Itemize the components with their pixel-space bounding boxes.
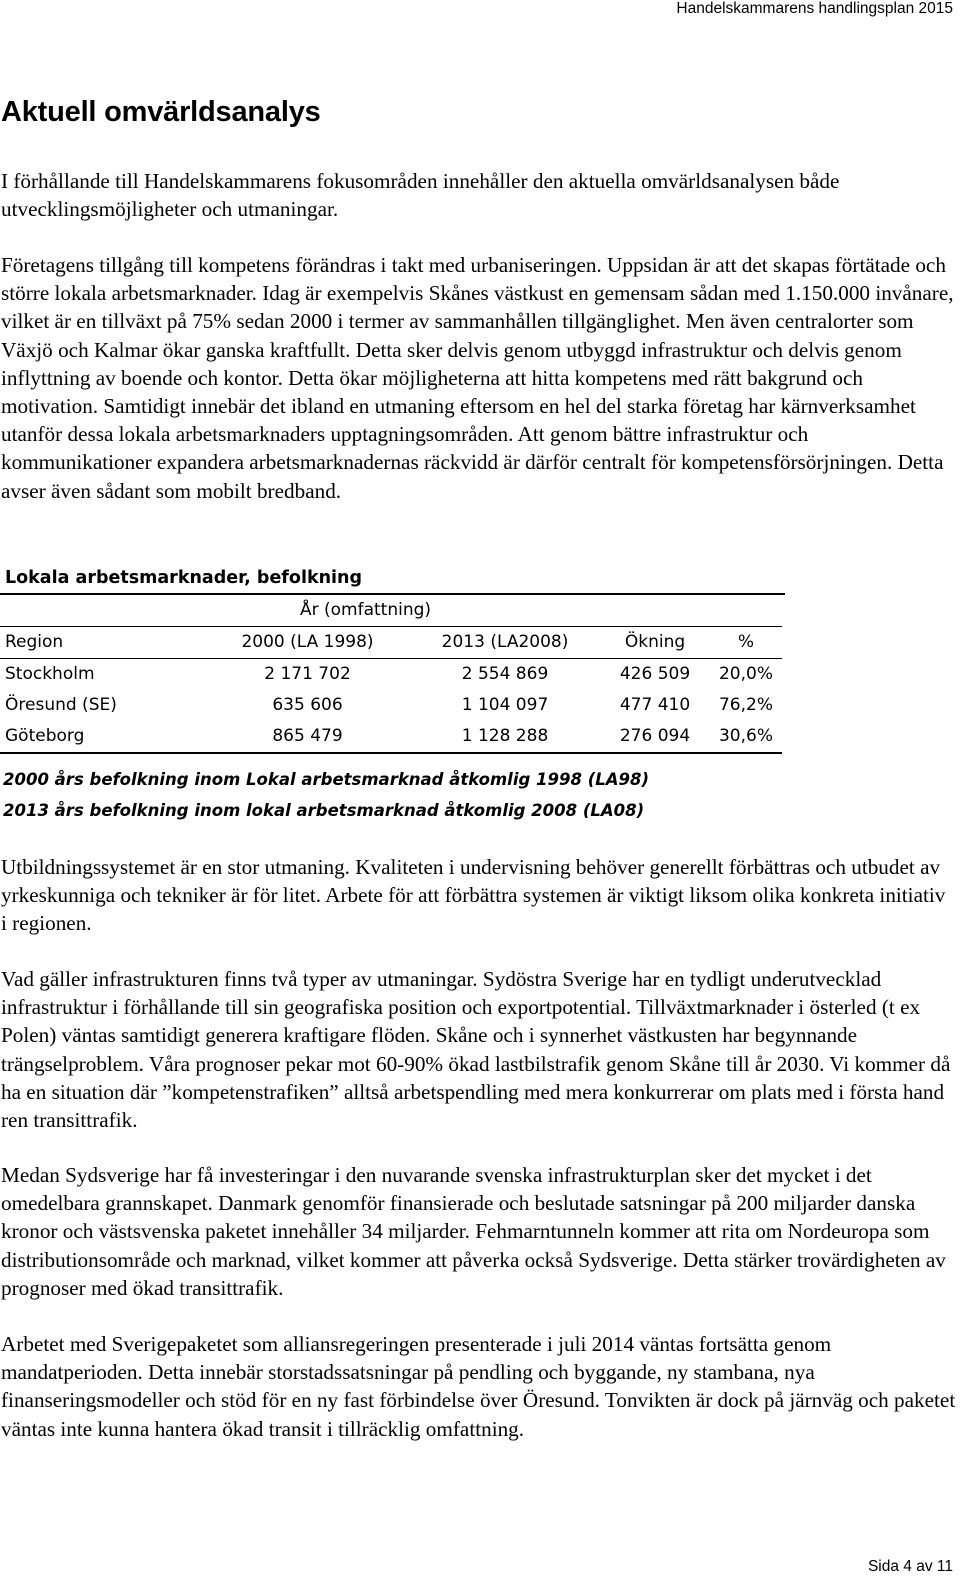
table-cell: 76,2% [718, 695, 773, 715]
table-row [0, 659, 782, 690]
table-note-1: 2000 års befolkning inom Lokal arbetsmarknad åtkomlig 1998 (LA98) [3, 770, 650, 789]
paragraph-sverigepaketet: Arbetet med Sverigepaketet som alliansregeringen presenterade i juli 2014 väntas fortsätta genom mandatperioden. Detta innebär storstadssatsningar på pendling och byggande, ny stambana, nya finanseringsmodeller och stöd för en ny fast förbindelse över Öresund. Tonvikten är dock på järnväg och paketet väntas inte kunna hantera ökad transit i tillräcklig omfattning. [1, 1332, 956, 1441]
column-header-2000: 2000 (LA 1998) [241, 632, 374, 652]
section-title: Aktuell omvärldsanalys [1, 96, 321, 128]
table-note-2: 2013 års befolkning inom lokal arbetsmarknad åtkomlig 2008 (LA08) [3, 801, 645, 820]
table-cell: 1 104 097 [461, 695, 549, 715]
paragraph-competence: Företagens tillgång till kompetens förändras i takt med urbaniseringen. Uppsidan är att det skapas förtätade och större lokala arbetsmarknader. Idag är exempelvis Skånes västkust en gemensam sådan med 1.150.000 invånare, vilket är en tillväxt på 75% sedan 2000 i termer av sammanhållen tillgänglighet. Men även centralorter som Växjö och Kalmar ökar ganska kraftfullt. Detta sker delvis genom utbyggd infrastruktur och delvis genom inflyttning av boende och kontor. Detta ökar möjligheterna att hitta kompetens med rätt bakgrund och motivation. Samtidigt innebär det ibland en utmaning eftersom en hel del starka företag har kärnverksamhet utanför dessa lokala arbetsmarknaders upptagningsområden. Att genom bättre infrastruktur och kommunikationer expandera arbetsmarknadernas räckvidd är därför centralt för kompetensförsörjningen. Detta avser även sådant som mobilt bredband. [1, 253, 954, 503]
running-header: Handelskammarens handlingsplan 2015 [676, 0, 953, 17]
table-row [0, 721, 782, 754]
table-cell: 635 606 [272, 695, 343, 715]
table-cell: Stockholm [5, 664, 95, 684]
paragraph-intro: I förhållande till Handelskammarens fokusområden innehåller den aktuella omvärldsanalysen både utvecklingsmöjligheter och utmaningar. [1, 169, 840, 222]
table-cell: 1 128 288 [461, 726, 549, 746]
table-cell: 276 094 [619, 726, 691, 746]
table-header-row [0, 627, 782, 659]
column-header-percent: % [737, 632, 755, 652]
table-cell: Göteborg [5, 726, 85, 746]
table-span-header [0, 595, 782, 627]
table-notes [3, 764, 649, 826]
table-cell: 2 171 702 [264, 664, 351, 684]
table-cell: 30,6% [718, 726, 773, 746]
column-header-region: Region [5, 632, 64, 652]
table-cell: Öresund (SE) [5, 695, 117, 715]
page-number: Sida 4 av 11 [867, 1558, 953, 1575]
table-title: Lokala arbetsmarknader, befolkning [0, 563, 785, 595]
paragraph-infrastructure: Vad gäller infrastrukturen finns två typer av utmaningar. Sydöstra Sverige har en tydligt underutvecklad infrastruktur i förhållande till sin geografiska position och exportpotential. Tillväxtmarknader i österled (t ex Polen) väntas samtidigt generera kraftigare flöden. Skåne och i synnerhet västkusten har begynnande trängselproblem. Våra prognoser pekar mot 60-90% ökad lastbilstrafik genom Skåne till år 2030. Vi kommer då ha en situation där ”kompetenstrafiken” alltså arbetspendling med mera konkurrerar om plats med i första hand ren transittrafik. [1, 967, 951, 1133]
paragraph-investments: Medan Sydsverige har få investeringar i den nuvarande svenska infrastrukturplan sker det mycket i det omedelbara grannskapet. Danmark genomför finansierade och beslutade satsningar på 200 miljarder danska kronor och västsvenska paketet innehåller 34 miljarder. Fehmarntunneln kommer att rita om Nordeuropa som distributionsområde och marknad, vilket kommer att påverka också Sydsverige. Detta stärker trovärdigheten av prognoser med ökad transittrafik. [1, 1163, 946, 1300]
table-cell: 2 554 869 [461, 664, 549, 684]
table-span-header-label: År (omfattning) [300, 600, 432, 620]
column-header-increase: Ökning [624, 632, 686, 652]
table-cell: 477 410 [619, 695, 691, 715]
table-cell: 20,0% [718, 664, 773, 684]
table-row [0, 690, 782, 721]
column-header-2013: 2013 (LA2008) [441, 632, 569, 652]
table-cell: 426 509 [619, 664, 691, 684]
table-cell: 865 479 [272, 726, 343, 746]
population-table [0, 563, 790, 754]
paragraph-education: Utbildningssystemet är en stor utmaning. Kvaliteten i undervisning behöver generellt förbättras och utbudet av yrkeskunniga och tekniker är för litet. Arbete för att förbättra systemen är viktigt liksom olika konkreta initiativ i regionen. [1, 855, 946, 936]
